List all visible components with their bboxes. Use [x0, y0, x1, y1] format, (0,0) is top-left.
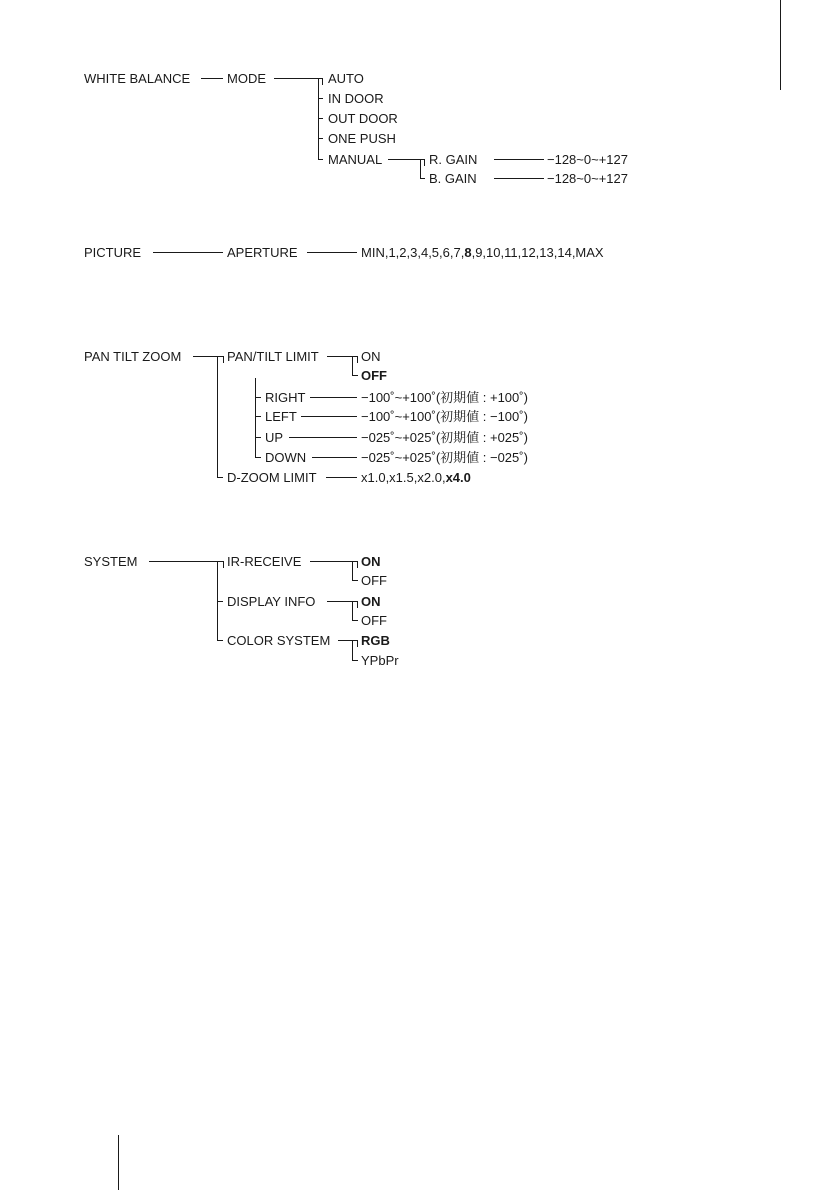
connector: [322, 78, 323, 85]
connector: [318, 98, 323, 99]
ptl-on: ON: [361, 349, 381, 364]
wb-auto: AUTO: [328, 71, 364, 86]
up-range: −025˚~+025˚(初期値 : +025˚): [361, 430, 528, 445]
connector: [352, 601, 353, 621]
ypbpr: YPbPr: [361, 653, 399, 668]
down-range: −025˚~+025˚(初期値 : −025˚): [361, 450, 528, 465]
disp-off: OFF: [361, 613, 387, 628]
connector: [326, 477, 357, 478]
display-info-label: DISPLAY INFO: [227, 594, 316, 609]
r-gain-range: −128~0~+127: [547, 152, 628, 167]
connector: [301, 416, 357, 417]
connector: [494, 159, 544, 160]
connector: [318, 118, 323, 119]
connector: [255, 457, 261, 458]
ir-off: OFF: [361, 573, 387, 588]
connector: [318, 159, 323, 160]
connector: [420, 159, 421, 179]
ir-receive-label: IR-RECEIVE: [227, 554, 302, 569]
connector: [217, 356, 218, 478]
down-label: DOWN: [265, 450, 307, 465]
color-system-label: COLOR SYSTEM: [227, 633, 331, 648]
aperture-label: APERTURE: [227, 245, 298, 260]
pan-tilt-zoom-label: PAN TILT ZOOM: [84, 349, 182, 364]
white-balance-label: WHITE BALANCE: [84, 71, 191, 86]
page-bottom-left-rule: [118, 1135, 119, 1190]
connector: [338, 640, 357, 641]
connector: [255, 416, 261, 417]
connector: [312, 457, 357, 458]
connector: [217, 477, 223, 478]
connector: [255, 378, 256, 458]
connector: [217, 601, 223, 602]
picture-label: PICTURE: [84, 245, 142, 260]
connector: [352, 640, 353, 661]
dzoom-values: [361, 471, 471, 484]
connector: [310, 561, 357, 562]
connector: [153, 252, 223, 253]
rgb: RGB: [361, 633, 390, 648]
connector: [289, 437, 357, 438]
wb-manual: MANUAL: [328, 152, 383, 167]
connector: [352, 660, 358, 661]
connector: [420, 178, 425, 179]
dzoom-values-list: x1.0,x1.5,x2.0,: [361, 470, 446, 485]
pan-tilt-limit-label: PAN/TILT LIMIT: [227, 349, 319, 364]
ir-on: ON: [361, 554, 381, 569]
wb-outdoor: OUT DOOR: [328, 111, 398, 126]
connector: [193, 356, 223, 357]
right-label: RIGHT: [265, 390, 306, 405]
right-range: −100˚~+100˚(初期値 : +100˚): [361, 390, 528, 405]
system-label: SYSTEM: [84, 554, 138, 569]
connector: [494, 178, 544, 179]
mode-label: MODE: [227, 71, 266, 86]
dzoom-default: x4.0: [445, 470, 471, 485]
connector: [388, 159, 424, 160]
wb-onepush: ONE PUSH: [328, 131, 396, 146]
b-gain-range: −128~0~+127: [547, 171, 628, 186]
connector: [352, 580, 358, 581]
connector: [357, 601, 358, 608]
connector: [352, 356, 353, 376]
connector: [318, 78, 319, 160]
connector: [255, 437, 261, 438]
connector: [357, 640, 358, 647]
connector: [357, 356, 358, 363]
aperture-values-after: ,9,10,11,12,13,14,MAX: [471, 245, 604, 260]
up-label: UP: [265, 430, 284, 445]
left-range: −100˚~+100˚(初期値 : −100˚): [361, 409, 528, 424]
aperture-values-before: MIN,1,2,3,4,5,6,7,: [361, 245, 465, 260]
connector: [310, 397, 357, 398]
aperture-values: [361, 246, 604, 259]
connector: [217, 640, 223, 641]
connector: [352, 561, 353, 581]
connector: [274, 78, 322, 79]
aperture-default: 8: [464, 245, 472, 260]
r-gain-label: R. GAIN: [429, 152, 478, 167]
connector: [255, 397, 261, 398]
disp-on: ON: [361, 594, 381, 609]
left-label: LEFT: [265, 409, 297, 424]
page-right-rule: [780, 0, 781, 90]
wb-indoor: IN DOOR: [328, 91, 384, 106]
connector: [201, 78, 223, 79]
ptl-off: OFF: [361, 368, 387, 383]
connector: [357, 561, 358, 568]
connector: [352, 375, 358, 376]
connector: [424, 159, 425, 166]
connector: [307, 252, 357, 253]
connector: [352, 620, 358, 621]
dzoom-limit-label: D-ZOOM LIMIT: [227, 470, 317, 485]
b-gain-label: B. GAIN: [429, 171, 477, 186]
connector: [223, 561, 224, 568]
connector: [318, 138, 323, 139]
connector: [223, 356, 224, 363]
connector: [149, 561, 223, 562]
